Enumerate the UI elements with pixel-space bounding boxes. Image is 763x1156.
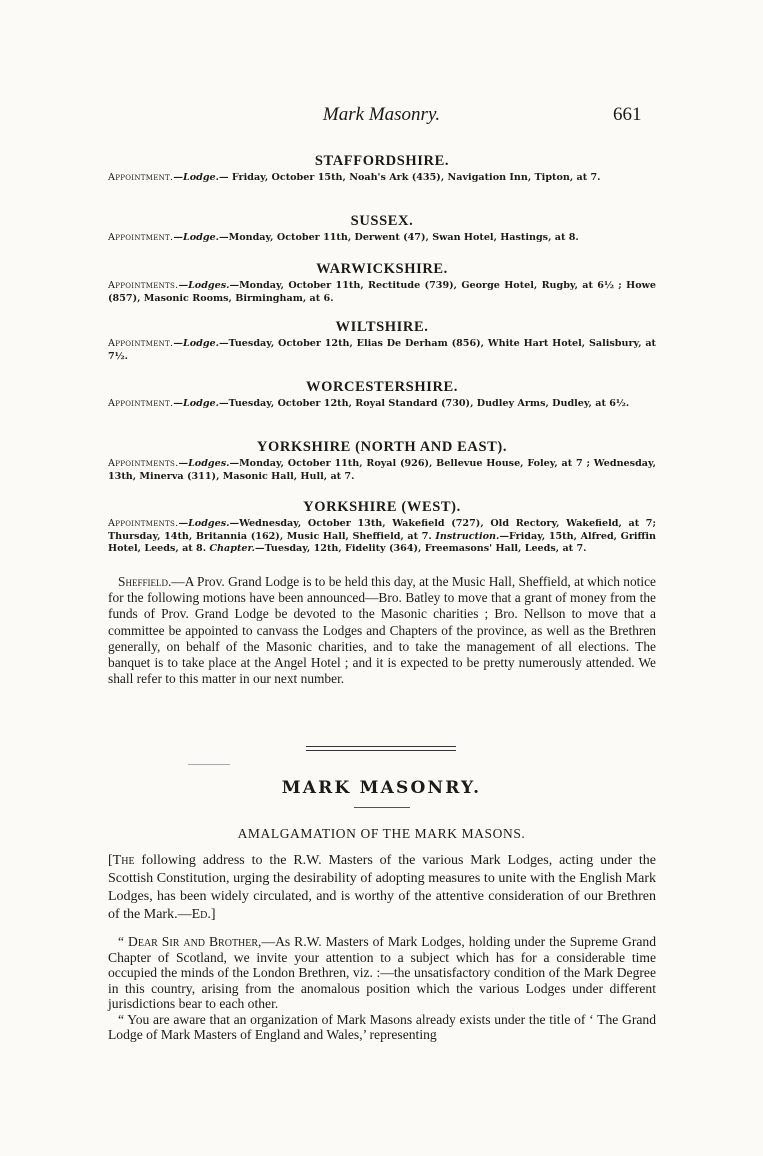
county-heading: YORKSHIRE (WEST). <box>303 499 461 515</box>
appointment-label: Appointment. <box>108 232 174 243</box>
appointment-label: Appointment. <box>108 172 174 183</box>
appointment-label: Appointments. <box>108 458 179 469</box>
appointment-detail: — Friday, October 15th, Noah's Ark (435), Navigation Inn, Tipton, at 7. <box>218 172 601 183</box>
appointment-label: Appointment. <box>108 398 174 409</box>
section-divider <box>306 746 456 751</box>
county-heading: WILTSHIRE. <box>335 319 429 335</box>
faint-rule <box>188 764 230 765</box>
article-title: AMALGAMATION OF THE MARK MASONS. <box>237 826 526 841</box>
letter-paragraph: “ You are aware that an organization of Mark Masons already exists under the title of ‘ The Grand Lodge of Mark Masters of England and Wales,’ representing <box>108 1011 656 1042</box>
county-heading: SUSSEX. <box>350 213 414 229</box>
appointment-label: Appointments. <box>108 280 179 291</box>
appointment-detail: —Monday, October 11th, Royal (926), Bellevue House, Foley, at 7 ; Wednesday, 13th, Minerva (311), Masonic Hall, Hull, at 7. <box>108 458 656 482</box>
running-title: Mark Masonry. <box>322 104 441 125</box>
appointment-kind: Lodge. <box>182 338 219 349</box>
appointment-block <box>108 212 656 245</box>
heading-rule <box>354 807 410 808</box>
appointment-text: Appointment.—Lodge.—Tuesday, October 12th, Royal Standard (730), Dudley Arms, Dudley, at 6½. <box>108 398 630 409</box>
page-number: 661 <box>613 104 642 125</box>
note-lead: The <box>112 853 135 868</box>
appointment-detail: —Tuesday, October 12th, Royal Standard (730), Dudley Arms, Dudley, at 6½. <box>218 398 630 409</box>
county-heading: WORCESTERSHIRE. <box>305 379 459 395</box>
letter-salutation: Dear Sir and Brother, <box>128 934 262 949</box>
appointment-kind: Instruction. <box>435 530 500 542</box>
letter-paragraph <box>108 934 656 1012</box>
appointment-kind: Lodge. <box>182 232 219 243</box>
appointment-text: Appointments.—Lodges.—Wednesday, October 13th, Wakefield (727), Old Rectory, Wakefield, at 7; Thursday, 14th, Britannia (162), Music Hall, Sheffield, at 7. Instruction.—Friday, 15th, Alfred, Griffin Hotel, Leeds, at 8. Chapter.—Tuesday, 12th, Fidelity (364), Freemasons' Hall, Leeds, at 7. <box>108 518 657 554</box>
letter-text: —As R.W. Masters of Mark Lodges, holding under the Supreme Grand Chapter of Scotland, we invite your attention to a subject which has for a considerable time occupied the minds of the London Brethren, viz. :—the unsatisfactory condition of the Mark Degree in this country, arising from the anomalous position which the various Lodges under different jurisdictions bear to each other. <box>108 934 657 1011</box>
appointment-detail: —Tuesday, October 12th, Elias De Derham (856), White Hart Hotel, Salisbury, at 7½. <box>108 338 656 362</box>
appointment-kind: Lodges. <box>188 280 230 291</box>
editor-note <box>108 852 656 924</box>
appointment-label: Appointment. <box>108 338 174 349</box>
appointment-label: Appointments. <box>108 518 179 529</box>
appointment-kind: Lodges. <box>188 458 230 469</box>
appointment-detail: —Monday, October 11th, Rectitude (739), George Hotel, Rugby, at 6½ ; Howe (857), Masonic Rooms, Birmingham, at 6. <box>108 280 656 304</box>
bracket: ] <box>210 907 216 922</box>
appointment-block <box>108 378 656 411</box>
appointment-block <box>108 438 656 483</box>
appointment-kind: Chapter. <box>209 543 256 554</box>
open-quote: “ <box>118 934 129 949</box>
county-heading: WARWICKSHIRE. <box>316 261 448 277</box>
appointment-detail: —Monday, October 11th, Derwent (47), Swan Hotel, Hastings, at 8. <box>218 232 579 243</box>
appointment-kind: Lodge. <box>182 172 219 183</box>
appointment-block <box>108 152 656 185</box>
letter <box>108 934 656 1043</box>
paragraph-text: —A Prov. Grand Lodge is to be held this day, at the Music Hall, Sheffield, at which notice for the following motions have been announced—Bro. Batley to move that a grant of money from the funds of Prov. Grand Lodge be devoted to the Masonic charities ; Bro. Nellson to move that a committee be appointed to canvass the Lodges and Chapters of the province, as well as the Brethren generally, on behalf of the Masonic charities, and to take the management of all elections. The banquet is to take place at the Angel Hotel ; and it is expected to be pretty numerously attended. We shall refer to this matter in our next number. <box>108 574 656 687</box>
appointment-block <box>108 260 656 305</box>
appointment-text: Appointments.—Lodges.—Monday, October 11th, Royal (926), Bellevue House, Foley, at 7 ; Wednesday, 13th, Minerva (311), Masonic Hall, Hull, at 7. <box>108 458 656 482</box>
section-heading: MARK MASONRY. <box>281 778 482 798</box>
appointment-text: Appointment.—Lodge.—Monday, October 11th, Derwent (47), Swan Hotel, Hastings, at 8. <box>108 232 579 243</box>
appointment-detail: —Wednesday, October 13th, Wakefield (727), Old Rectory, Wakefield, at 7; Thursday, 14th, Britannia (162), Music Hall, Sheffield, at 7. <box>108 518 656 542</box>
appointment-block <box>108 318 656 363</box>
body-paragraph <box>108 574 656 687</box>
appointment-text: Appointment.—Lodge.—Tuesday, October 12th, Elias De Derham (856), White Hart Hotel, Salisbury, at 7½. <box>108 338 656 362</box>
appointment-text: Appointment.—Lodge.— Friday, October 15th, Noah's Ark (435), Navigation Inn, Tipton, at 7. <box>108 172 601 183</box>
bracket: [ <box>108 853 113 868</box>
paragraph-lead: Sheffield. <box>118 574 172 589</box>
note-body: following address to the R.W. Masters of the various Mark Lodges, acting under the Scottish Constitution, urging the desirability of adopting measures to unite with the English Mark Lodges, has been widely circulated, and is worthy of the attentive consideration of our Brethren of the Mark.— <box>108 853 656 922</box>
county-heading: YORKSHIRE (NORTH AND EAST). <box>256 439 508 455</box>
appointment-detail: —Friday, 15th, Alfred, Griffin Hotel, Leeds, at 8. <box>108 530 657 554</box>
appointment-text: Appointments.—Lodges.—Monday, October 11th, Rectitude (739), George Hotel, Rugby, at 6½ ; Howe (857), Masonic Rooms, Birmingham, at 6. <box>108 280 656 304</box>
appointment-kind: Lodges. <box>188 518 230 529</box>
appointment-kind: Lodge. <box>182 398 219 409</box>
county-heading: STAFFORDSHIRE. <box>314 153 450 169</box>
editor-note-text <box>108 852 656 924</box>
appointment-block <box>108 498 656 556</box>
editor-signature: Ed. <box>191 907 211 922</box>
appointment-detail: —Tuesday, 12th, Fidelity (364), Freemasons' Hall, Leeds, at 7. <box>255 543 587 554</box>
sheffield-notice <box>108 574 656 687</box>
